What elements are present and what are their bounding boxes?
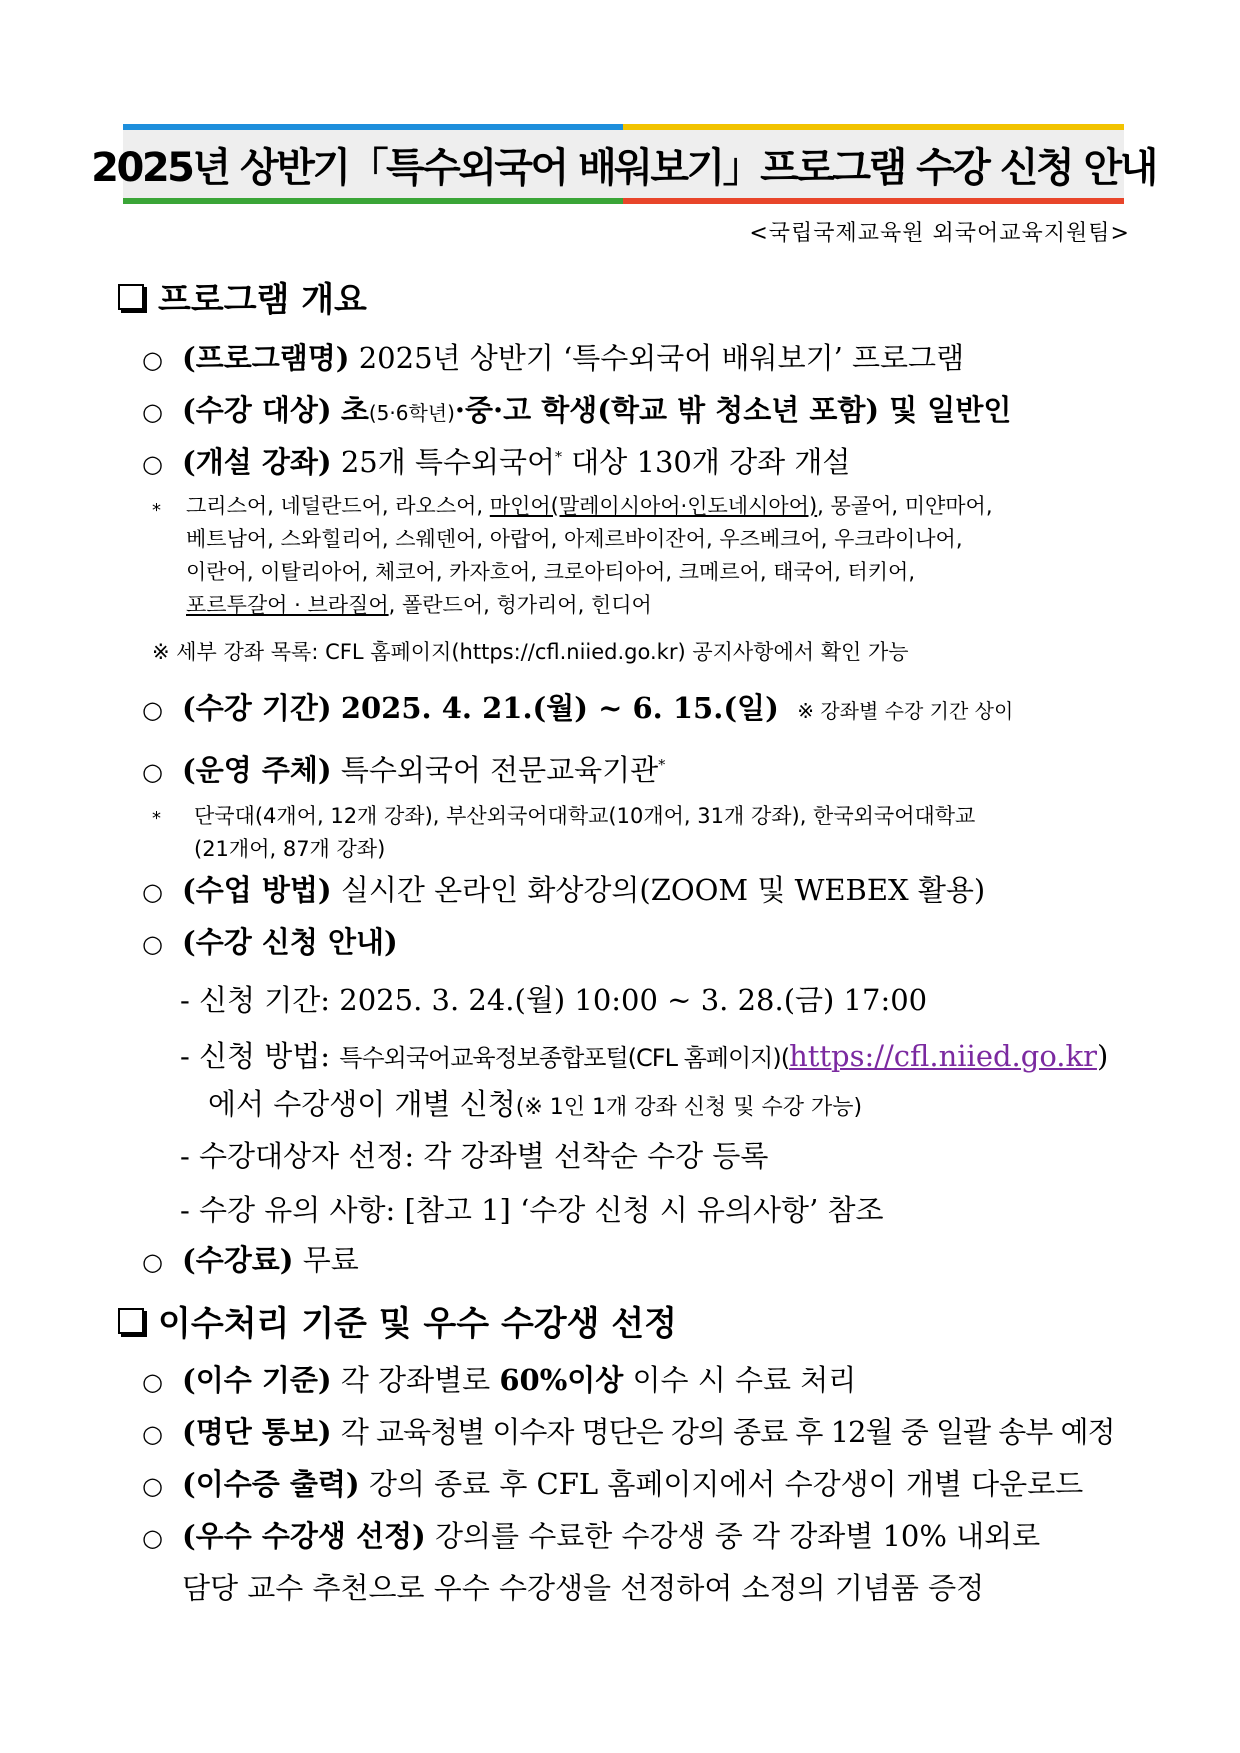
item-label: (운영 주체) (182, 753, 332, 787)
circle-bullet-icon: ○ (142, 1368, 163, 1396)
item-text: 강의를 수료한 수강생 중 각 강좌별 10% 내외로 (434, 1519, 1041, 1553)
apply-method-portal: 특수외국어교육정보종합포털(CFL 홈페이지)( (339, 1044, 790, 1072)
item-label: (이수증 출력) (182, 1467, 360, 1501)
item-label: (명단 통보) (182, 1415, 332, 1449)
item-excellent (142, 1514, 1040, 1555)
item-label: (개설 강좌) (182, 445, 332, 479)
circle-bullet-icon: ○ (142, 758, 163, 786)
apply-period: - 신청 기간: 2025. 3. 24.(월) 10:00 ~ 3. 28.(금) 17:00 (180, 983, 928, 1017)
item-text: ·중·고 학생(학교 밖 청소년 포함) 및 일반인 (454, 393, 1012, 427)
item-criteria (142, 1358, 856, 1399)
checkbox-square-icon (118, 1308, 144, 1334)
apply-method-paren: ) (1096, 1039, 1109, 1073)
item-notice (142, 1410, 1114, 1451)
item-target (142, 388, 1011, 429)
item-text: 특수외국어 전문교육기관 (340, 753, 659, 787)
languages-underlined: 포르투갈어 · 브라질어 (186, 593, 389, 617)
cfl-homepage-link[interactable]: https://cfl.niied.go.kr (789, 1039, 1097, 1073)
item-text: 이수 시 수료 처리 (623, 1363, 857, 1397)
item-text: 초 (340, 393, 369, 427)
item-text: 무료 (302, 1243, 359, 1277)
item-operator (142, 748, 665, 789)
section-heading-text: 프로그램 개요 (158, 280, 367, 320)
item-text: 실시간 온라인 화상강의(ZOOM 및 WEBEX 활용) (340, 873, 986, 907)
item-text: 각 강좌별로 (340, 1363, 500, 1397)
languages-line-2: 베트남어, 스와힐리어, 스웨덴어, 아랍어, 아제르바이잔어, 우즈베크어, 우크라이나어, (186, 527, 963, 551)
section-heading-overview (118, 272, 367, 321)
item-text: 25개 특수외국어 (340, 445, 556, 479)
section-heading-text: 이수처리 기준 및 우수 수강생 선정 (158, 1304, 677, 1344)
apply-method-note: (※ 1인 1개 강좌 신청 및 수강 가능) (515, 1095, 863, 1120)
title-bar-red (623, 198, 1124, 204)
page-title: 2025년 상반기「특수외국어 배워보기」프로그램 수강 신청 안내 (123, 130, 1124, 198)
item-period (142, 686, 1013, 727)
department: <국립국제교육원 외국어교육지원팀> (749, 221, 1130, 246)
languages-line-4 (186, 589, 1126, 622)
apply-caution: - 수강 유의 사항: [참고 1] ‘수강 신청 시 유의사항’ 참조 (180, 1193, 884, 1227)
item-text-bold: 60%이상 (499, 1363, 624, 1397)
circle-bullet-icon: ○ (142, 1524, 163, 1552)
item-apply (142, 920, 398, 961)
circle-bullet-icon: ○ (142, 1420, 163, 1448)
title-box (91, 124, 1156, 204)
footnote-mark: * (658, 757, 666, 774)
item-fee (142, 1238, 359, 1279)
item-label: (수강 기간) (182, 691, 332, 725)
item-label: (수강 신청 안내) (182, 925, 398, 959)
footnote-star: * (152, 500, 161, 521)
circle-bullet-icon: ○ (142, 1248, 163, 1276)
item-text-small: (5·6학년) (368, 401, 455, 425)
languages-underlined: 마인어(말레이시아어·인도네시아어) (489, 494, 818, 518)
apply-method-text: 에서 수강생이 개별 신청 (208, 1087, 516, 1121)
languages-text: , 폴란드어, 헝가리어, 힌디어 (388, 593, 652, 617)
item-label: (이수 기준) (182, 1363, 332, 1397)
circle-bullet-icon: ○ (142, 696, 163, 724)
item-label: (수강료) (182, 1243, 294, 1277)
apply-method-label: - 신청 방법: (180, 1039, 340, 1073)
operator-note-line-2: (21개어, 87개 강좌) (194, 837, 386, 861)
item-program-name (142, 336, 964, 377)
circle-bullet-icon: ○ (142, 398, 163, 426)
apply-method-2 (208, 1082, 862, 1123)
item-text: 대상 130개 강좌 개설 (571, 445, 851, 479)
item-text: 2025. 4. 21.(월) ~ 6. 15.(일) (340, 691, 779, 725)
circle-bullet-icon: ○ (142, 930, 163, 958)
detail-note: ※ 세부 강좌 목록: CFL 홈페이지(https://cfl.niied.go.kr) 공지사항에서 확인 가능 (152, 640, 909, 664)
item-label: (프로그램명) (182, 341, 350, 375)
circle-bullet-icon: ○ (142, 1472, 163, 1500)
footnote-mark: * (555, 449, 563, 466)
apply-method (180, 1034, 1108, 1075)
operator-note (194, 800, 975, 866)
circle-bullet-icon: ○ (142, 450, 163, 478)
item-text: 2025년 상반기 ‘특수외국어 배워보기’ 프로그램 (358, 341, 965, 375)
item-text: 각 교육청별 이수자 명단은 강의 종료 후 12월 중 일괄 송부 예정 (340, 1415, 1115, 1449)
operator-note-line-1: 단국대(4개어, 12개 강좌), 부산외국어대학교(10개어, 31개 강좌), 한국외국어대학교 (194, 804, 976, 828)
item-certificate (142, 1462, 1083, 1503)
item-excellent-2: 담당 교수 추천으로 우수 수강생을 선정하여 소정의 기념품 증정 (182, 1571, 985, 1605)
languages-line-3: 이란어, 이탈리아어, 체코어, 카자흐어, 크로아티아어, 크메르어, 태국어, 터키어, (186, 560, 915, 584)
title-bar-green (123, 198, 623, 204)
section-heading-completion (118, 1296, 677, 1345)
item-label: (수업 방법) (182, 873, 332, 907)
languages-line-1 (186, 490, 1126, 523)
item-courses (142, 440, 850, 481)
languages-text: 그리스어, 네덜란드어, 라오스어, (186, 494, 490, 518)
item-label: (우수 수강생 선정) (182, 1519, 426, 1553)
item-note: ※ 강좌별 수강 기간 상이 (797, 699, 1014, 723)
footnote-star: * (152, 808, 161, 829)
circle-bullet-icon: ○ (142, 878, 163, 906)
checkbox-square-icon (118, 284, 144, 310)
languages-text: , 몽골어, 미얀마어, (817, 494, 993, 518)
item-label: (수강 대상) (182, 393, 332, 427)
languages-list (186, 490, 1126, 622)
circle-bullet-icon: ○ (142, 346, 163, 374)
item-text: 강의 종료 후 CFL 홈페이지에서 수강생이 개별 다운로드 (368, 1467, 1084, 1501)
item-method (142, 868, 985, 909)
apply-select: - 수강대상자 선정: 각 강좌별 선착순 수강 등록 (180, 1139, 769, 1173)
